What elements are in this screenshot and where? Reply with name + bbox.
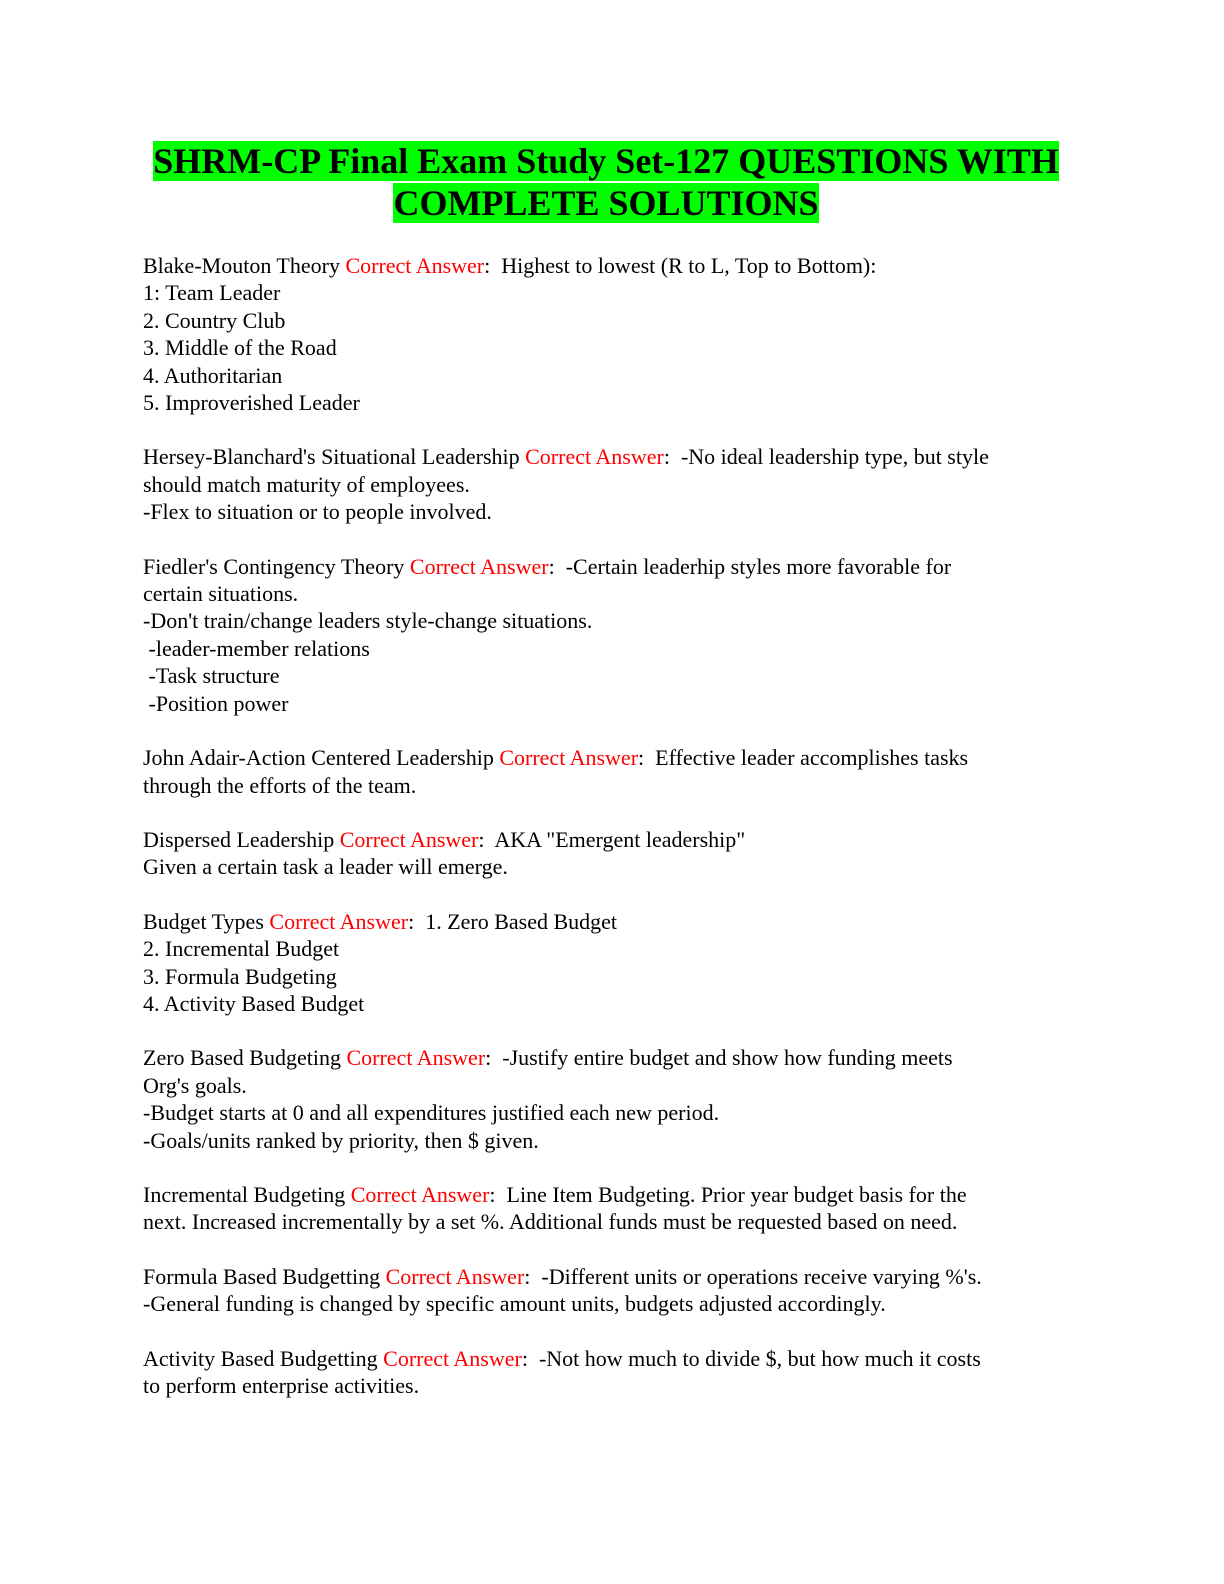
document-title xyxy=(100,140,1112,224)
correct-answer-label: Correct Answer xyxy=(345,253,485,278)
entry-answer: 1. Zero Based Budget xyxy=(425,908,618,934)
qa-list xyxy=(143,252,1103,1426)
entry-term: Budget Types xyxy=(143,908,264,934)
entry-line: 3. Middle of the Road xyxy=(143,335,337,361)
qa-entry-fiedler: Fiedler's Contingency Theory Correct Answer: -Certain leaderhip styles more favorable for certain situations. -Don't train/change leaders style-change situations. -leader-member relations -Task structure -Position power xyxy=(143,553,1103,717)
entry-term: Incremental Budgeting xyxy=(143,1181,346,1207)
entry-line: -Position power xyxy=(143,690,289,716)
entry-line: -Goals/units ranked by priority, then $ given. xyxy=(143,1127,539,1153)
qa-entry-blake-mouton: Blake-Mouton Theory Correct Answer: Highest to lowest (R to L, Top to Bottom): 1: Team Leader 2. Country Club 3. Middle of the Road 4. Authoritarian 5. Improverished Leader xyxy=(143,252,1103,416)
entry-term: Hersey-Blanchard's Situational Leadership xyxy=(143,444,520,470)
entry-line: Given a certain task a leader will emerge. xyxy=(143,854,508,880)
correct-answer-label: Correct Answer xyxy=(346,1045,486,1071)
entry-line: 1: Team Leader xyxy=(143,280,281,306)
entry-line: 2. Country Club xyxy=(143,307,286,333)
entry-line: certain situations. xyxy=(143,581,299,607)
entry-answer: Line Item Budgeting. Prior year budget basis for the xyxy=(506,1181,967,1207)
title-line-2: COMPLETE SOLUTIONS xyxy=(393,183,819,223)
entry-answer: -Justify entire budget and show how funding meets xyxy=(502,1045,953,1071)
qa-entry-hersey-blanchard: Hersey-Blanchard's Situational Leadership Correct Answer: -No ideal leadership type, but style should match maturity of employees. -Flex to situation or to people involved. xyxy=(143,443,1103,525)
entry-answer: Highest to lowest (R to L, Top to Bottom): xyxy=(501,253,877,278)
entry-line: Org's goals. xyxy=(143,1072,247,1098)
entry-line: to perform enterprise activities. xyxy=(143,1373,420,1398)
entry-term: Dispersed Leadership xyxy=(143,826,335,852)
entry-line: -Flex to situation or to people involved. xyxy=(143,499,492,525)
correct-answer-label: Correct Answer xyxy=(350,1181,490,1207)
qa-entry-budget-types: Budget Types Correct Answer: 1. Zero Based Budget 2. Incremental Budget 3. Formula Budgeting 4. Activity Based Budget xyxy=(143,908,1103,1018)
entry-answer: AKA "Emergent leadership" xyxy=(494,826,746,852)
qa-entry-zero-based-budgeting: Zero Based Budgeting Correct Answer: -Justify entire budget and show how funding meets Org's goals. -Budget starts at 0 and all expenditures justified each new period. -Goals/units ranked by priority, then $ given. xyxy=(143,1044,1103,1154)
entry-term: Activity Based Budgetting xyxy=(143,1345,378,1371)
entry-term: John Adair-Action Centered Leadership xyxy=(143,745,494,771)
entry-line: 5. Improverished Leader xyxy=(143,390,360,416)
correct-answer-label: Correct Answer xyxy=(499,745,639,771)
entry-answer: -Not how much to divide $, but how much it costs xyxy=(538,1345,981,1371)
entry-line: -Task structure xyxy=(143,663,280,689)
entry-line: should match maturity of employees. xyxy=(143,471,470,497)
entry-line: 3. Formula Budgeting xyxy=(143,963,337,989)
qa-entry-incremental-budgeting: Incremental Budgeting Correct Answer: Line Item Budgeting. Prior year budget basis for the next. Increased incrementally by a set %. Additional funds must be requested based on need. xyxy=(143,1181,1103,1236)
entry-answer: -No ideal leadership type, but style xyxy=(680,444,989,470)
title-line-1: SHRM-CP Final Exam Study Set-127 QUESTIONS WITH xyxy=(153,141,1059,181)
entry-answer: Effective leader accomplishes tasks xyxy=(655,745,969,771)
correct-answer-label: Correct Answer xyxy=(269,908,409,934)
entry-line: through the efforts of the team. xyxy=(143,772,417,798)
entry-line: -Don't train/change leaders style-change situations. xyxy=(143,608,593,634)
correct-answer-label: Correct Answer xyxy=(409,553,549,579)
entry-term: Blake-Mouton Theory xyxy=(143,253,340,278)
entry-line: 4. Activity Based Budget xyxy=(143,990,365,1016)
entry-line: 4. Authoritarian xyxy=(143,362,283,388)
correct-answer-label: Correct Answer xyxy=(385,1263,525,1289)
entry-term: Formula Based Budgetting xyxy=(143,1263,381,1289)
correct-answer-label: Correct Answer xyxy=(383,1345,522,1371)
correct-answer-label: Correct Answer xyxy=(339,826,479,852)
entry-line: 2. Incremental Budget xyxy=(143,936,340,962)
qa-entry-activity-based-budgetting: Activity Based Budgetting Correct Answer: -Not how much to divide $, but how much it costs to perform enterprise activities. xyxy=(143,1345,1103,1400)
entry-term: Fiedler's Contingency Theory xyxy=(143,553,405,579)
entry-line: -General funding is changed by specific amount units, budgets adjusted accordingly. xyxy=(143,1291,886,1317)
qa-entry-john-adair: John Adair-Action Centered Leadership Correct Answer: Effective leader accomplishes tasks through the efforts of the team. xyxy=(143,744,1103,799)
qa-entry-dispersed-leadership: Dispersed Leadership Correct Answer: AKA "Emergent leadership" Given a certain task a leader will emerge. xyxy=(143,826,1103,881)
qa-entry-formula-based-budgetting: Formula Based Budgetting Correct Answer: -Different units or operations receive varying %'s. -General funding is changed by specific amount units, budgets adjusted accordingly. xyxy=(143,1263,1103,1318)
entry-line: -Budget starts at 0 and all expenditures justified each new period. xyxy=(143,1100,720,1126)
entry-answer: -Certain leaderhip styles more favorable for xyxy=(565,553,952,579)
entry-term: Zero Based Budgeting xyxy=(143,1045,341,1071)
entry-line: next. Increased incrementally by a set %. Additional funds must be requested based on need. xyxy=(143,1209,958,1235)
correct-answer-label: Correct Answer xyxy=(525,444,664,470)
entry-answer: -Different units or operations receive varying %'s. xyxy=(541,1263,982,1289)
entry-line: -leader-member relations xyxy=(143,635,370,661)
